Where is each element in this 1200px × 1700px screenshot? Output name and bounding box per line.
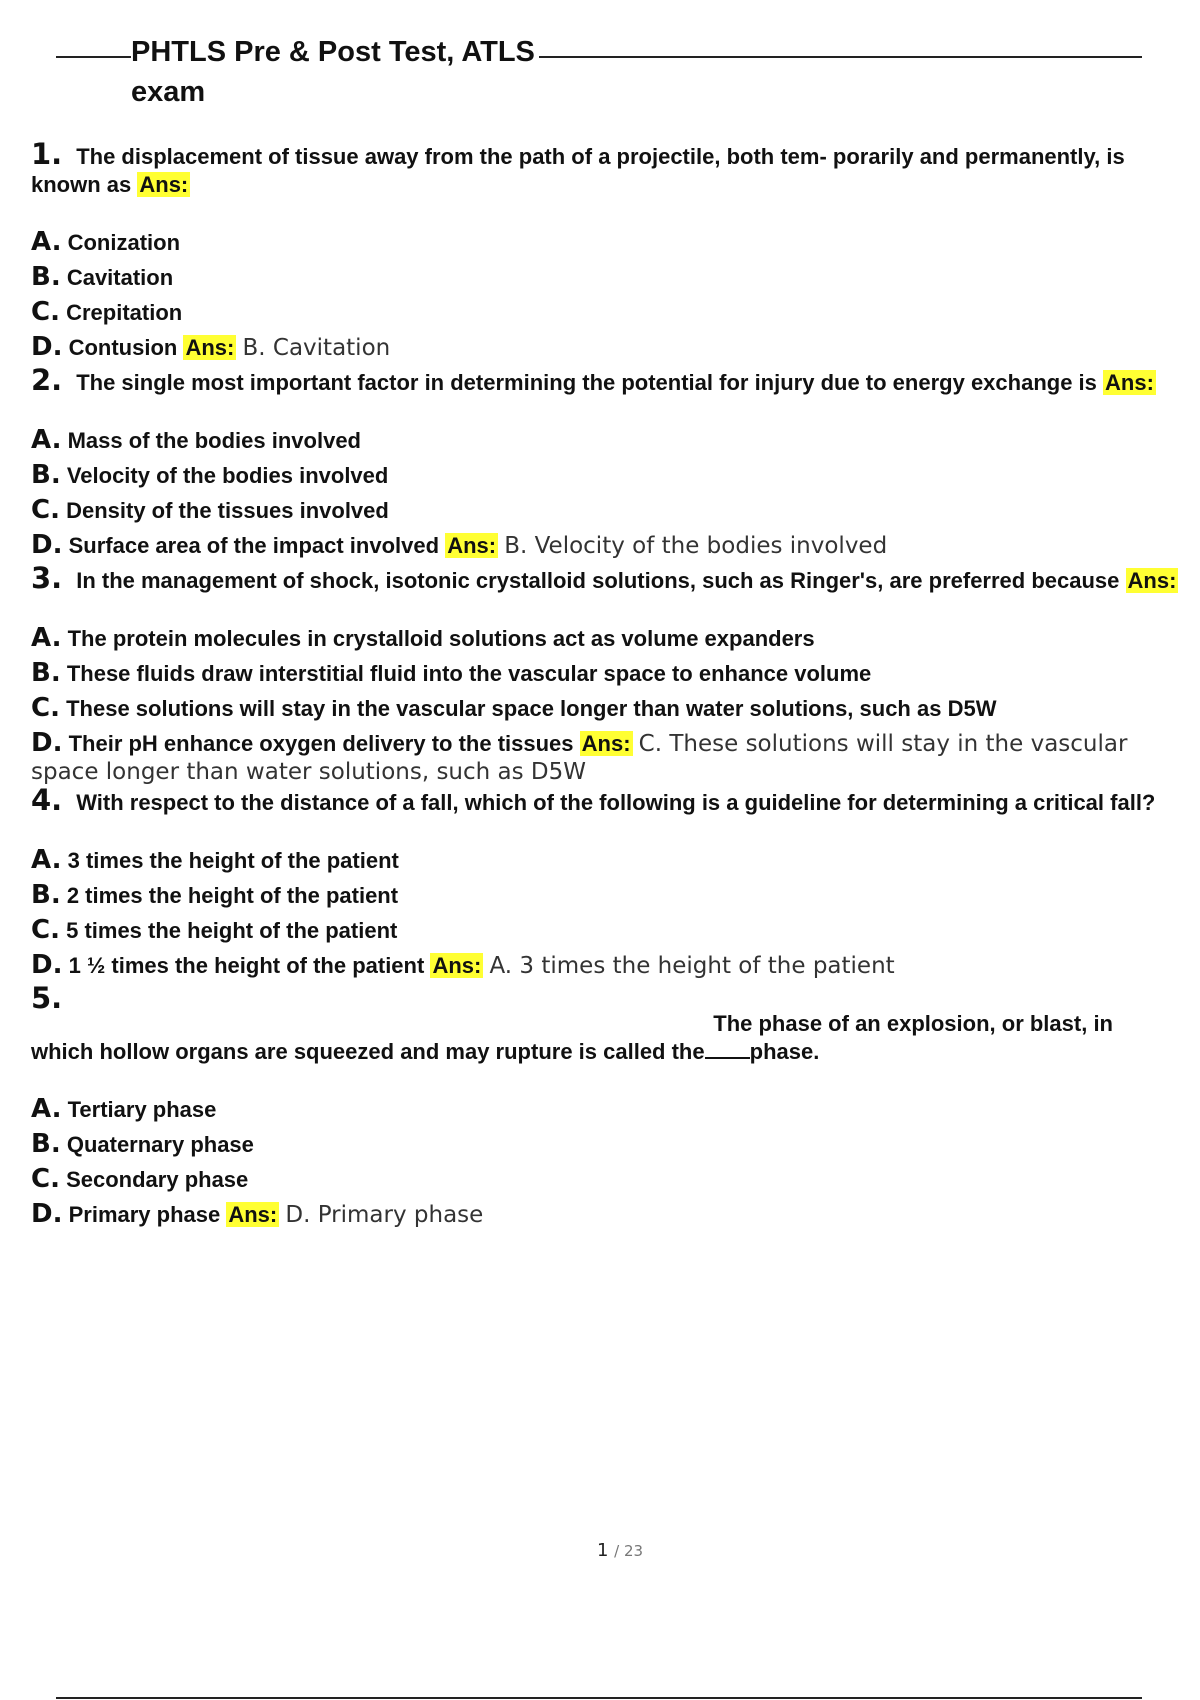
option-letter: B.: [31, 658, 61, 688]
option-letter: A.: [31, 1094, 62, 1124]
option-text: Surface area of the impact involved: [68, 533, 440, 558]
option-text: Tertiary phase: [67, 1097, 217, 1122]
option-text: Velocity of the bodies involved: [66, 463, 389, 488]
question-stem: [31, 1038, 1193, 1066]
option-text: Crepitation: [66, 300, 183, 325]
option-text: Density of the tissues involved: [66, 498, 389, 523]
question-text-part3: phase.: [749, 1039, 820, 1064]
option-a: [31, 621, 1193, 656]
option-letter: A.: [31, 227, 62, 257]
option-text: These solutions will stay in the vascular space longer than water solutions, such as D5W: [66, 696, 997, 721]
ans-highlight: Ans:: [228, 1202, 278, 1227]
option-text: Secondary phase: [66, 1167, 249, 1192]
option-text: Their pH enhance oxygen delivery to the tissues: [68, 731, 574, 756]
option-a: [31, 423, 1193, 458]
ans-highlight: Ans:: [185, 335, 235, 360]
option-text: 1 ½ times the height of the patient: [68, 953, 425, 978]
option-letter: C.: [31, 915, 60, 945]
option-letter: C.: [31, 1164, 60, 1194]
option-letter: C.: [31, 297, 60, 327]
question-text-part1: The phase of an explosion, or blast, in: [713, 1011, 1113, 1036]
ans-highlight: Ans:: [139, 172, 189, 197]
question-text: The displacement of tissue away from the path of a projectile, both tem- porarily and permanently, is known as: [31, 144, 1125, 197]
question-1: [31, 137, 1193, 366]
question-text: In the management of shock, isotonic crystalloid solutions, such as Ringer's, are preferred because: [76, 568, 1120, 593]
option-letter: D.: [31, 332, 63, 362]
question-number: 5.: [31, 981, 63, 1015]
question-number: 1.: [31, 137, 63, 171]
question-3: [31, 561, 1193, 786]
option-a: [31, 843, 1193, 878]
ans-highlight: Ans:: [1105, 370, 1154, 395]
answer-text: B. Cavitation: [242, 335, 391, 361]
option-text: 5 times the height of the patient: [66, 918, 398, 943]
option-d: [31, 528, 1193, 564]
option-text: 3 times the height of the patient: [67, 848, 399, 873]
answer-text: D. Primary phase: [285, 1202, 484, 1228]
option-letter: B.: [31, 262, 61, 292]
option-letter: B.: [31, 880, 61, 910]
question-stem: [31, 783, 1193, 817]
option-text: Quaternary phase: [66, 1132, 254, 1157]
total-pages: / 23: [614, 1542, 644, 1560]
fill-in-blank: [705, 1039, 750, 1059]
question-text: With respect to the distance of a fall, which of the following is a guideline for determining a critical fall?: [76, 790, 1156, 815]
option-a: [31, 1092, 1193, 1127]
option-c: [31, 691, 1193, 726]
ans-highlight: Ans:: [581, 731, 631, 756]
option-c: [31, 493, 1193, 528]
option-a: [31, 225, 1193, 260]
option-text: Mass of the bodies involved: [67, 428, 361, 453]
option-letter: D.: [31, 728, 63, 758]
option-d: [31, 330, 1193, 366]
option-letter: A.: [31, 845, 62, 875]
option-letter: B.: [31, 460, 61, 490]
option-b: [31, 878, 1193, 913]
option-text: Contusion: [68, 335, 178, 360]
question-number: 2.: [31, 363, 63, 397]
option-text: These fluids draw interstitial fluid into the vascular space to enhance volume: [66, 661, 872, 686]
option-letter: D.: [31, 950, 63, 980]
footer-rule: [56, 1697, 1142, 1699]
answer-text: C. These solutions will stay in the vascular space longer than water solutions, such as D5W: [31, 731, 1128, 785]
ans-highlight: Ans:: [432, 953, 482, 978]
option-d: [31, 1197, 1193, 1233]
answer-text: A. 3 times the height of the patient: [489, 953, 895, 979]
option-text: Primary phase: [68, 1202, 221, 1227]
question-stem: [31, 137, 1193, 199]
option-letter: B.: [31, 1129, 61, 1159]
question-text-part2: which hollow organs are squeezed and may rupture is called the: [31, 1039, 705, 1064]
option-letter: A.: [31, 425, 62, 455]
document-title: PHTLS Pre & Post Test, ATLS: [131, 32, 539, 72]
option-d: [31, 948, 1193, 984]
question-number-line: [31, 981, 1193, 1015]
question-5: [31, 981, 1193, 1233]
option-c: [31, 913, 1193, 948]
option-letter: D.: [31, 530, 63, 560]
option-text: Cavitation: [66, 265, 174, 290]
option-letter: C.: [31, 495, 60, 525]
question-number: 3.: [31, 561, 63, 595]
option-b: [31, 458, 1193, 493]
option-text: 2 times the height of the patient: [66, 883, 399, 908]
option-b: [31, 260, 1193, 295]
answer-text: B. Velocity of the bodies involved: [504, 533, 888, 559]
ans-highlight: Ans:: [447, 533, 497, 558]
option-text: The protein molecules in crystalloid solutions act as volume expanders: [67, 626, 815, 651]
question-4: [31, 783, 1193, 984]
question-stem: [31, 561, 1193, 595]
option-d: [31, 729, 1193, 786]
option-c: [31, 295, 1193, 330]
page-number: [0, 1540, 1200, 1561]
question-text: The single most important factor in determining the potential for injury due to energy exchange is: [76, 370, 1097, 395]
question-number: 4.: [31, 783, 63, 817]
current-page: 1: [596, 1540, 609, 1561]
option-letter: D.: [31, 1199, 63, 1229]
question-list: [31, 137, 1193, 1233]
option-text: Conization: [67, 230, 181, 255]
option-letter: C.: [31, 693, 60, 723]
option-b: [31, 656, 1193, 691]
ans-highlight: Ans:: [1127, 568, 1177, 593]
option-b: [31, 1127, 1193, 1162]
option-letter: A.: [31, 623, 62, 653]
question-2: [31, 363, 1193, 564]
document-title-line2: exam: [131, 76, 206, 108]
question-stem: [31, 363, 1193, 397]
option-c: [31, 1162, 1193, 1197]
